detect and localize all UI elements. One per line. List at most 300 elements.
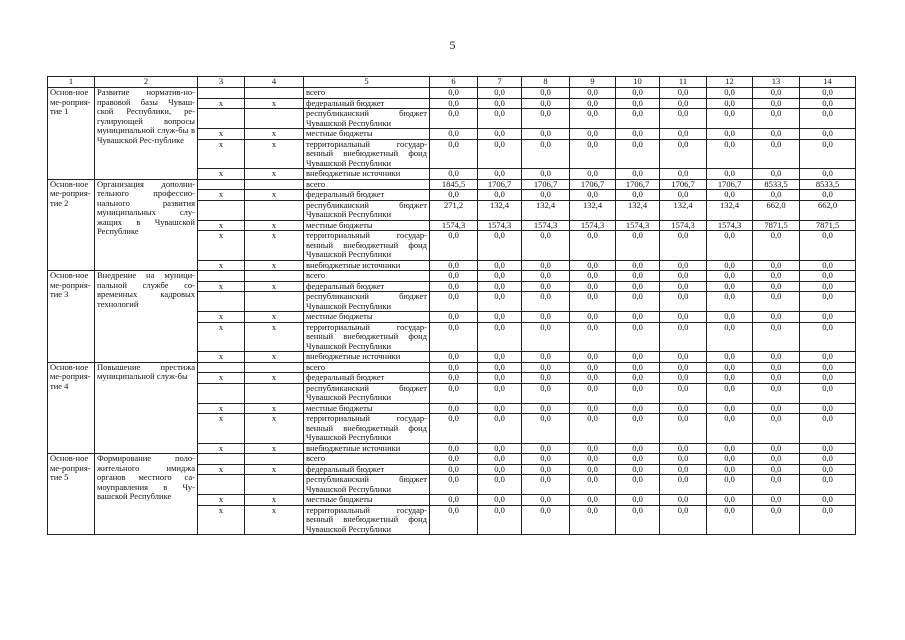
- amount-cell: 0,0: [660, 383, 707, 403]
- code-cell-3: [198, 362, 245, 373]
- amount-cell: 0,0: [660, 88, 707, 99]
- amount-cell: 0,0: [800, 169, 856, 180]
- amount-cell: 0,0: [522, 495, 570, 506]
- amount-cell: 0,0: [800, 383, 856, 403]
- amount-cell: 1574,3: [660, 220, 707, 231]
- amount-cell: 0,0: [522, 322, 570, 352]
- funding-source-cell: республиканский бюджет Чувашской Республики: [304, 109, 430, 129]
- activity-name-cell: Основ-ное ме-роприя-тие 4: [48, 362, 95, 454]
- code-cell-4: [245, 271, 304, 282]
- amount-cell: 0,0: [522, 292, 570, 312]
- amount-cell: 0,0: [430, 88, 478, 99]
- amount-cell: 0,0: [660, 312, 707, 323]
- code-cell-3: [198, 454, 245, 465]
- funding-source-cell: внебюджетные источники: [304, 260, 430, 271]
- amount-cell: 132,4: [570, 200, 616, 220]
- amount-cell: 0,0: [478, 312, 522, 323]
- amount-cell: 0,0: [707, 231, 753, 261]
- amount-cell: 0,0: [753, 139, 800, 169]
- funding-source-cell: федеральный бюджет: [304, 464, 430, 475]
- amount-cell: 0,0: [753, 190, 800, 201]
- amount-cell: 0,0: [660, 443, 707, 454]
- code-cell-3: х: [198, 464, 245, 475]
- amount-cell: 0,0: [430, 281, 478, 292]
- activity-name-cell: Основ-ное ме-роприя-тие 2: [48, 179, 95, 271]
- code-cell-3: х: [198, 352, 245, 363]
- column-number-header: 7: [478, 77, 522, 88]
- amount-cell: 0,0: [570, 505, 616, 535]
- amount-cell: 0,0: [570, 109, 616, 129]
- amount-cell: 0,0: [478, 383, 522, 403]
- amount-cell: 7871,5: [753, 220, 800, 231]
- amount-cell: 0,0: [570, 98, 616, 109]
- amount-cell: 0,0: [430, 373, 478, 384]
- amount-cell: 0,0: [522, 362, 570, 373]
- amount-cell: 0,0: [522, 98, 570, 109]
- amount-cell: 0,0: [616, 495, 660, 506]
- amount-cell: 0,0: [707, 495, 753, 506]
- funding-source-cell: территориальный государ-венный внебюджетный фонд Чувашской Республики: [304, 322, 430, 352]
- amount-cell: 0,0: [753, 464, 800, 475]
- amount-cell: 0,0: [522, 464, 570, 475]
- amount-cell: 0,0: [660, 98, 707, 109]
- amount-cell: 0,0: [570, 383, 616, 403]
- amount-cell: 1574,3: [430, 220, 478, 231]
- amount-cell: 0,0: [616, 231, 660, 261]
- code-cell-4: х: [245, 373, 304, 384]
- code-cell-4: х: [245, 312, 304, 323]
- amount-cell: 0,0: [800, 475, 856, 495]
- amount-cell: 0,0: [707, 190, 753, 201]
- amount-cell: 662,0: [753, 200, 800, 220]
- amount-cell: 0,0: [570, 281, 616, 292]
- amount-cell: 0,0: [478, 352, 522, 363]
- amount-cell: 0,0: [522, 373, 570, 384]
- column-number-header: 9: [570, 77, 616, 88]
- amount-cell: 1845,5: [430, 179, 478, 190]
- amount-cell: 0,0: [753, 271, 800, 282]
- amount-cell: 0,0: [430, 505, 478, 535]
- amount-cell: 0,0: [660, 139, 707, 169]
- amount-cell: 0,0: [522, 312, 570, 323]
- funding-source-cell: территориальный государ-венный внебюджетный фонд Чувашской Республики: [304, 414, 430, 444]
- amount-cell: 0,0: [478, 281, 522, 292]
- amount-cell: 132,4: [660, 200, 707, 220]
- amount-cell: 0,0: [522, 443, 570, 454]
- funding-source-cell: внебюджетные источники: [304, 443, 430, 454]
- amount-cell: 0,0: [570, 129, 616, 140]
- amount-cell: 0,0: [430, 414, 478, 444]
- amount-cell: 0,0: [616, 475, 660, 495]
- funding-source-cell: всего: [304, 362, 430, 373]
- amount-cell: 0,0: [478, 260, 522, 271]
- funding-source-cell: республиканский бюджет Чувашской Республики: [304, 383, 430, 403]
- code-cell-4: х: [245, 169, 304, 180]
- code-cell-3: х: [198, 403, 245, 414]
- amount-cell: 0,0: [522, 383, 570, 403]
- amount-cell: 271,2: [430, 200, 478, 220]
- amount-cell: 0,0: [707, 464, 753, 475]
- amount-cell: 0,0: [660, 190, 707, 201]
- amount-cell: 0,0: [753, 454, 800, 465]
- amount-cell: 0,0: [753, 231, 800, 261]
- amount-cell: 0,0: [800, 312, 856, 323]
- code-cell-4: [245, 454, 304, 465]
- amount-cell: 0,0: [570, 271, 616, 282]
- amount-cell: 0,0: [478, 190, 522, 201]
- column-number-header: 6: [430, 77, 478, 88]
- amount-cell: 0,0: [430, 383, 478, 403]
- amount-cell: 662,0: [800, 200, 856, 220]
- amount-cell: 0,0: [660, 505, 707, 535]
- column-number-header: 2: [95, 77, 198, 88]
- amount-cell: 0,0: [707, 373, 753, 384]
- funding-source-cell: республиканский бюджет Чувашской Республики: [304, 475, 430, 495]
- amount-cell: 0,0: [707, 362, 753, 373]
- amount-cell: 0,0: [753, 443, 800, 454]
- amount-cell: 1574,3: [616, 220, 660, 231]
- funding-source-cell: федеральный бюджет: [304, 98, 430, 109]
- column-number-header: 14: [800, 77, 856, 88]
- amount-cell: 0,0: [522, 231, 570, 261]
- amount-cell: 0,0: [707, 352, 753, 363]
- amount-cell: 0,0: [800, 362, 856, 373]
- amount-cell: 0,0: [800, 443, 856, 454]
- amount-cell: 8533,5: [800, 179, 856, 190]
- code-cell-3: х: [198, 322, 245, 352]
- code-cell-4: [245, 292, 304, 312]
- amount-cell: 0,0: [522, 414, 570, 444]
- amount-cell: 0,0: [570, 403, 616, 414]
- amount-cell: 1706,7: [660, 179, 707, 190]
- column-number-header: 8: [522, 77, 570, 88]
- amount-cell: 0,0: [616, 454, 660, 465]
- amount-cell: 0,0: [616, 362, 660, 373]
- amount-cell: 0,0: [753, 505, 800, 535]
- amount-cell: 0,0: [707, 383, 753, 403]
- table-row: [48, 88, 856, 99]
- amount-cell: 0,0: [616, 271, 660, 282]
- amount-cell: 0,0: [753, 495, 800, 506]
- amount-cell: 0,0: [430, 403, 478, 414]
- amount-cell: 132,4: [707, 200, 753, 220]
- amount-cell: 1706,7: [570, 179, 616, 190]
- amount-cell: 0,0: [800, 414, 856, 444]
- code-cell-3: х: [198, 220, 245, 231]
- amount-cell: 0,0: [478, 373, 522, 384]
- amount-cell: 0,0: [660, 403, 707, 414]
- amount-cell: 0,0: [478, 109, 522, 129]
- amount-cell: 0,0: [707, 414, 753, 444]
- code-cell-3: [198, 88, 245, 99]
- amount-cell: 0,0: [800, 129, 856, 140]
- amount-cell: 0,0: [430, 312, 478, 323]
- amount-cell: 0,0: [660, 109, 707, 129]
- code-cell-4: [245, 475, 304, 495]
- amount-cell: 0,0: [707, 98, 753, 109]
- funding-source-cell: республиканский бюджет Чувашской Республики: [304, 200, 430, 220]
- amount-cell: 0,0: [616, 373, 660, 384]
- amount-cell: 0,0: [478, 322, 522, 352]
- amount-cell: 0,0: [707, 475, 753, 495]
- amount-cell: 0,0: [660, 495, 707, 506]
- code-cell-4: х: [245, 231, 304, 261]
- amount-cell: 0,0: [707, 260, 753, 271]
- amount-cell: 0,0: [522, 475, 570, 495]
- amount-cell: 0,0: [800, 373, 856, 384]
- amount-cell: 1706,7: [522, 179, 570, 190]
- code-cell-4: х: [245, 281, 304, 292]
- table-row: [48, 179, 856, 190]
- amount-cell: 0,0: [707, 109, 753, 129]
- activity-description-cell: Повышение престижа муниципальной служ-бы: [95, 362, 198, 454]
- amount-cell: 0,0: [800, 139, 856, 169]
- code-cell-3: х: [198, 373, 245, 384]
- amount-cell: 1706,7: [478, 179, 522, 190]
- amount-cell: 0,0: [753, 109, 800, 129]
- amount-cell: 0,0: [616, 88, 660, 99]
- amount-cell: 132,4: [616, 200, 660, 220]
- funding-source-cell: местные бюджеты: [304, 220, 430, 231]
- amount-cell: 0,0: [660, 362, 707, 373]
- amount-cell: 0,0: [707, 322, 753, 352]
- amount-cell: 0,0: [430, 190, 478, 201]
- amount-cell: 0,0: [753, 322, 800, 352]
- code-cell-3: х: [198, 129, 245, 140]
- activity-description-cell: Развитие норматив-но-правовой базы Чуваш-ской Республики, ре-гулирующей вопросы муниципальной служ-бы в Чувашской Рес-публике: [95, 88, 198, 180]
- code-cell-3: х: [198, 495, 245, 506]
- table-body: [48, 77, 856, 535]
- amount-cell: 0,0: [753, 169, 800, 180]
- amount-cell: 0,0: [522, 139, 570, 169]
- amount-cell: 1574,3: [570, 220, 616, 231]
- amount-cell: 0,0: [616, 312, 660, 323]
- amount-cell: 0,0: [616, 505, 660, 535]
- amount-cell: 0,0: [430, 443, 478, 454]
- code-cell-3: [198, 179, 245, 190]
- amount-cell: 0,0: [478, 139, 522, 169]
- funding-source-cell: местные бюджеты: [304, 403, 430, 414]
- amount-cell: 0,0: [660, 169, 707, 180]
- amount-cell: 0,0: [570, 373, 616, 384]
- code-cell-4: х: [245, 260, 304, 271]
- amount-cell: 0,0: [616, 281, 660, 292]
- amount-cell: 0,0: [707, 312, 753, 323]
- amount-cell: 0,0: [707, 88, 753, 99]
- amount-cell: 0,0: [707, 505, 753, 535]
- code-cell-4: [245, 109, 304, 129]
- amount-cell: 0,0: [616, 322, 660, 352]
- code-cell-3: [198, 383, 245, 403]
- amount-cell: 0,0: [616, 260, 660, 271]
- amount-cell: 0,0: [570, 352, 616, 363]
- code-cell-3: х: [198, 190, 245, 201]
- amount-cell: 0,0: [570, 260, 616, 271]
- code-cell-4: х: [245, 464, 304, 475]
- code-cell-4: х: [245, 190, 304, 201]
- amount-cell: 0,0: [753, 362, 800, 373]
- amount-cell: 0,0: [522, 190, 570, 201]
- amount-cell: 0,0: [660, 281, 707, 292]
- code-cell-3: [198, 109, 245, 129]
- amount-cell: 0,0: [616, 98, 660, 109]
- amount-cell: 0,0: [616, 109, 660, 129]
- amount-cell: 0,0: [660, 464, 707, 475]
- amount-cell: 0,0: [522, 505, 570, 535]
- amount-cell: 0,0: [570, 88, 616, 99]
- table-row: [48, 362, 856, 373]
- code-cell-4: х: [245, 129, 304, 140]
- amount-cell: 0,0: [478, 464, 522, 475]
- amount-cell: 0,0: [478, 475, 522, 495]
- amount-cell: 0,0: [522, 109, 570, 129]
- amount-cell: 0,0: [570, 454, 616, 465]
- activity-description-cell: Внедрение на муници-пальной службе со-временных кадровых технологий: [95, 271, 198, 363]
- funding-source-cell: всего: [304, 454, 430, 465]
- amount-cell: 0,0: [522, 281, 570, 292]
- amount-cell: 0,0: [660, 454, 707, 465]
- funding-source-cell: территориальный государ-венный внебюджетный фонд Чувашской Республики: [304, 139, 430, 169]
- amount-cell: 0,0: [800, 403, 856, 414]
- amount-cell: 0,0: [800, 88, 856, 99]
- amount-cell: 1574,3: [478, 220, 522, 231]
- amount-cell: 0,0: [570, 312, 616, 323]
- amount-cell: 0,0: [570, 292, 616, 312]
- code-cell-4: х: [245, 98, 304, 109]
- amount-cell: 0,0: [616, 129, 660, 140]
- table-row: [48, 271, 856, 282]
- funding-source-cell: местные бюджеты: [304, 312, 430, 323]
- amount-cell: 0,0: [570, 190, 616, 201]
- amount-cell: 0,0: [616, 352, 660, 363]
- code-cell-3: х: [198, 169, 245, 180]
- amount-cell: 0,0: [522, 260, 570, 271]
- amount-cell: 0,0: [616, 292, 660, 312]
- code-cell-4: х: [245, 139, 304, 169]
- amount-cell: 0,0: [430, 292, 478, 312]
- code-cell-4: х: [245, 220, 304, 231]
- amount-cell: 0,0: [800, 495, 856, 506]
- funding-source-cell: всего: [304, 179, 430, 190]
- code-cell-3: [198, 200, 245, 220]
- amount-cell: 0,0: [570, 464, 616, 475]
- funding-source-cell: территориальный государ-венный внебюджетный фонд Чувашской Республики: [304, 505, 430, 535]
- amount-cell: 0,0: [570, 231, 616, 261]
- amount-cell: 0,0: [753, 383, 800, 403]
- activity-name-cell: Основ-ное ме-роприя-тие 3: [48, 271, 95, 363]
- code-cell-3: х: [198, 414, 245, 444]
- code-cell-4: [245, 383, 304, 403]
- amount-cell: 1574,3: [522, 220, 570, 231]
- amount-cell: 0,0: [753, 352, 800, 363]
- amount-cell: 0,0: [753, 129, 800, 140]
- code-cell-4: [245, 362, 304, 373]
- amount-cell: 0,0: [522, 454, 570, 465]
- amount-cell: 0,0: [430, 322, 478, 352]
- amount-cell: 0,0: [800, 98, 856, 109]
- amount-cell: 0,0: [707, 281, 753, 292]
- amount-cell: 0,0: [430, 109, 478, 129]
- code-cell-3: х: [198, 312, 245, 323]
- funding-source-cell: внебюджетные источники: [304, 352, 430, 363]
- code-cell-3: х: [198, 139, 245, 169]
- amount-cell: 0,0: [478, 495, 522, 506]
- code-cell-4: [245, 88, 304, 99]
- table-row: [48, 454, 856, 465]
- amount-cell: 0,0: [478, 362, 522, 373]
- budget-table: [47, 76, 856, 535]
- funding-source-cell: местные бюджеты: [304, 495, 430, 506]
- amount-cell: 0,0: [800, 464, 856, 475]
- amount-cell: 0,0: [616, 443, 660, 454]
- code-cell-3: [198, 475, 245, 495]
- amount-cell: 0,0: [800, 505, 856, 535]
- column-number-header: 10: [616, 77, 660, 88]
- amount-cell: 0,0: [800, 260, 856, 271]
- code-cell-3: [198, 271, 245, 282]
- activity-description-cell: Формирование поло-жительного имиджа органов местного са-моуправления в Чу-вашской Республике: [95, 454, 198, 535]
- code-cell-3: х: [198, 260, 245, 271]
- amount-cell: 0,0: [570, 443, 616, 454]
- amount-cell: 0,0: [570, 495, 616, 506]
- amount-cell: 0,0: [522, 129, 570, 140]
- amount-cell: 0,0: [616, 403, 660, 414]
- amount-cell: 0,0: [430, 169, 478, 180]
- funding-source-cell: федеральный бюджет: [304, 190, 430, 201]
- amount-cell: 0,0: [522, 169, 570, 180]
- amount-cell: 0,0: [660, 260, 707, 271]
- column-number-row: [48, 77, 856, 88]
- amount-cell: 0,0: [478, 231, 522, 261]
- column-number-header: 13: [753, 77, 800, 88]
- amount-cell: 0,0: [478, 403, 522, 414]
- code-cell-3: [198, 292, 245, 312]
- amount-cell: 0,0: [800, 271, 856, 282]
- funding-source-cell: федеральный бюджет: [304, 373, 430, 384]
- amount-cell: 0,0: [570, 169, 616, 180]
- amount-cell: 0,0: [570, 362, 616, 373]
- amount-cell: 0,0: [570, 322, 616, 352]
- code-cell-4: х: [245, 322, 304, 352]
- amount-cell: 0,0: [478, 505, 522, 535]
- amount-cell: 0,0: [800, 190, 856, 201]
- code-cell-3: х: [198, 98, 245, 109]
- amount-cell: 0,0: [707, 129, 753, 140]
- amount-cell: 0,0: [478, 98, 522, 109]
- code-cell-3: х: [198, 231, 245, 261]
- code-cell-4: х: [245, 443, 304, 454]
- amount-cell: 0,0: [616, 139, 660, 169]
- amount-cell: 0,0: [430, 129, 478, 140]
- amount-cell: 0,0: [800, 322, 856, 352]
- amount-cell: 0,0: [800, 109, 856, 129]
- code-cell-4: х: [245, 414, 304, 444]
- amount-cell: 0,0: [800, 281, 856, 292]
- amount-cell: 0,0: [660, 373, 707, 384]
- amount-cell: 0,0: [707, 139, 753, 169]
- code-cell-4: х: [245, 505, 304, 535]
- code-cell-4: [245, 179, 304, 190]
- amount-cell: 0,0: [478, 443, 522, 454]
- amount-cell: 0,0: [753, 414, 800, 444]
- amount-cell: 0,0: [430, 98, 478, 109]
- funding-source-cell: территориальный государ-венный внебюджетный фонд Чувашской Республики: [304, 231, 430, 261]
- amount-cell: 0,0: [478, 88, 522, 99]
- amount-cell: 0,0: [522, 88, 570, 99]
- amount-cell: 0,0: [430, 231, 478, 261]
- amount-cell: 0,0: [660, 322, 707, 352]
- amount-cell: 7871,5: [800, 220, 856, 231]
